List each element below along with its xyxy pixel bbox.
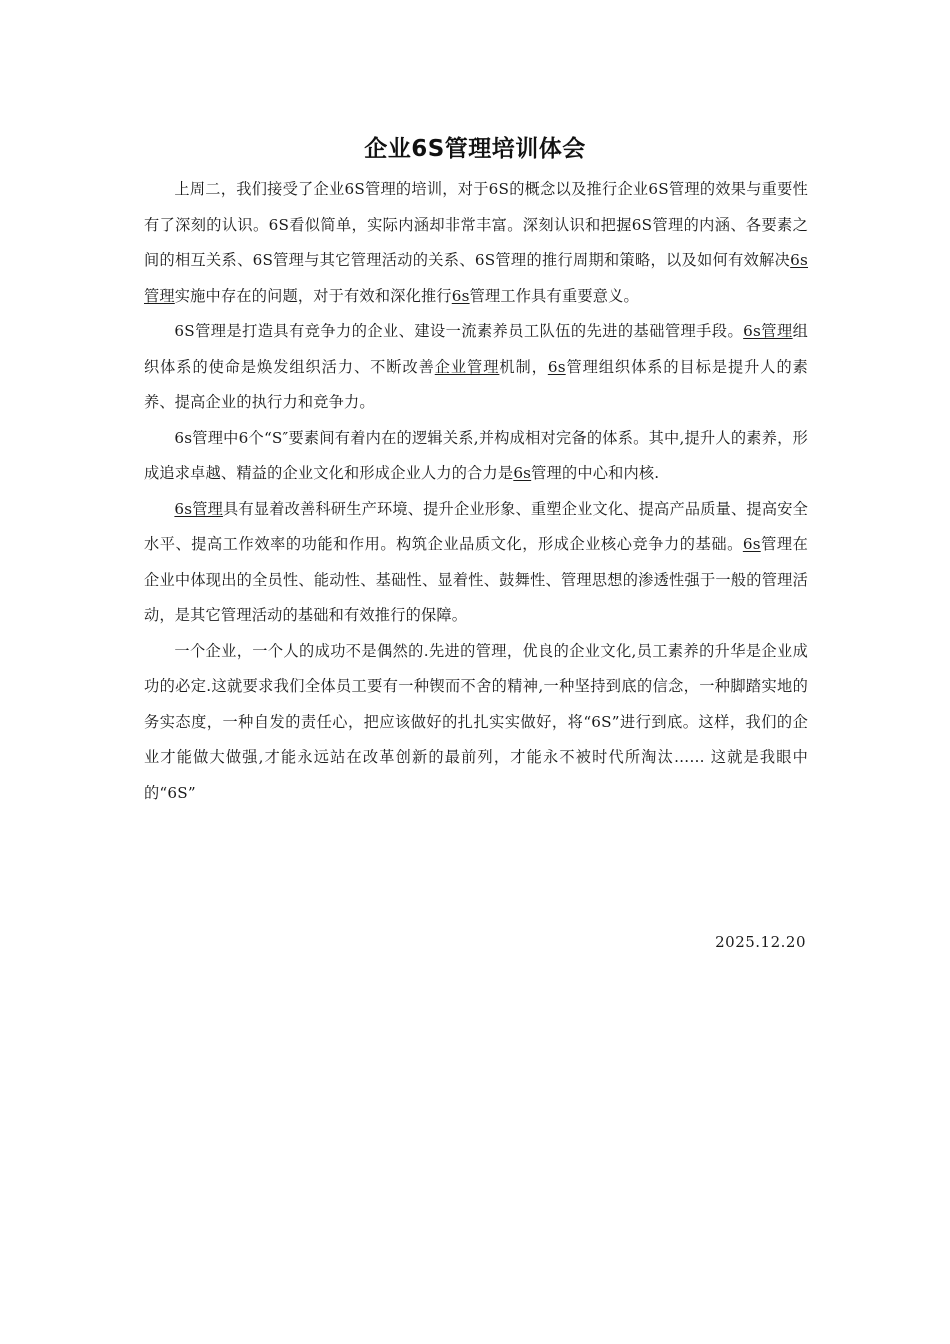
paragraph-1-text-a: 上周二，我们接受了企业6S管理的培训，对于6S的概念以及推行企业6S管理的效果与重要性有了深刻的认识。6S看似简单，实际内涵却非常丰富。深刻认识和把握6S管理的内涵、各要素之间的相互关系、6S管理与其它管理活动的关系、6S管理的推行周期和策略，以及如何有效解决 xyxy=(144,180,808,269)
paragraph-3-text-a: 6s管理中6个“S″要素间有着内在的逻辑关系,并构成相对完备的体系。其中,提升人的素养，形成追求卓越、精益的企业文化和形成企业人力的合力是 xyxy=(144,428,808,482)
paragraph-3 xyxy=(144,421,808,492)
link-6s[interactable]: 6s xyxy=(547,357,566,376)
paragraph-4-text-b: 管理在企业中体现出的全员性、能动性、基础性、显着性、鼓舞性、管理思想的渗透性强于一般的管理活动，是其它管理活动的基础和有效推行的保障。 xyxy=(144,535,808,624)
document-body xyxy=(144,172,808,811)
paragraph-2 xyxy=(144,314,808,421)
paragraph-2-text-b: 组织体系的使命是焕发组织活力、不断改善 xyxy=(144,322,808,376)
document-date: 2025.12.20 xyxy=(715,933,806,951)
link-enterprise-management[interactable]: 企业管理 xyxy=(434,357,500,376)
paragraph-2-text-d: 管理组织体系的目标是提升人的素养、提高企业的执行力和竞争力。 xyxy=(144,357,808,411)
paragraph-2-text-a: 6S管理是打造具有竞争力的企业、建设一流素养员工队伍的先进的基础管理手段。 xyxy=(174,322,744,340)
document-title: 企业6S管理培训体会 xyxy=(364,136,586,162)
paragraph-1-text-b: 实施中存在的问题，对于有效和深化推行 xyxy=(174,286,452,305)
link-6s-management[interactable]: 6s管理 xyxy=(743,322,793,340)
paragraph-5: 一个企业，一个人的成功不是偶然的.先进的管理，优良的企业文化,员工素养的升华是企业成功的必定.这就要求我们全体员工要有一种锲而不舍的精神,一种坚持到底的信念，一种脚踏实地的务实态度，一种自发的责任心，把应该做好的扎扎实实做好，将“6S”进行到底。这样，我们的企业才能做大做强,才能永远站在改革创新的最前列，才能永不被时代所淘汰…… 这就是我眼中的“6S” xyxy=(144,641,808,802)
paragraph-1 xyxy=(144,172,808,314)
paragraph-4-text-a: 具有显着改善科研生产环境、提升企业形象、重塑企业文化、提高产品质量、提高安全水平、提高工作效率的功能和作用。构筑企业品质文化，形成企业核心竞争力的基础。 xyxy=(144,499,808,553)
link-6s-management[interactable]: 6s管理 xyxy=(144,251,808,305)
paragraph-4 xyxy=(144,492,808,634)
paragraph-2-text-c: 机制， xyxy=(499,357,548,376)
paragraph-3-text-b: 管理的中心和内核. xyxy=(531,464,660,482)
link-6s-management[interactable]: 6s管理 xyxy=(174,499,224,518)
link-6s[interactable]: 6s xyxy=(742,535,761,553)
paragraph-1-text-c: 管理工作具有重要意义。 xyxy=(469,286,639,305)
link-6s[interactable]: 6s xyxy=(451,286,470,305)
link-6s[interactable]: 6s xyxy=(513,464,532,482)
